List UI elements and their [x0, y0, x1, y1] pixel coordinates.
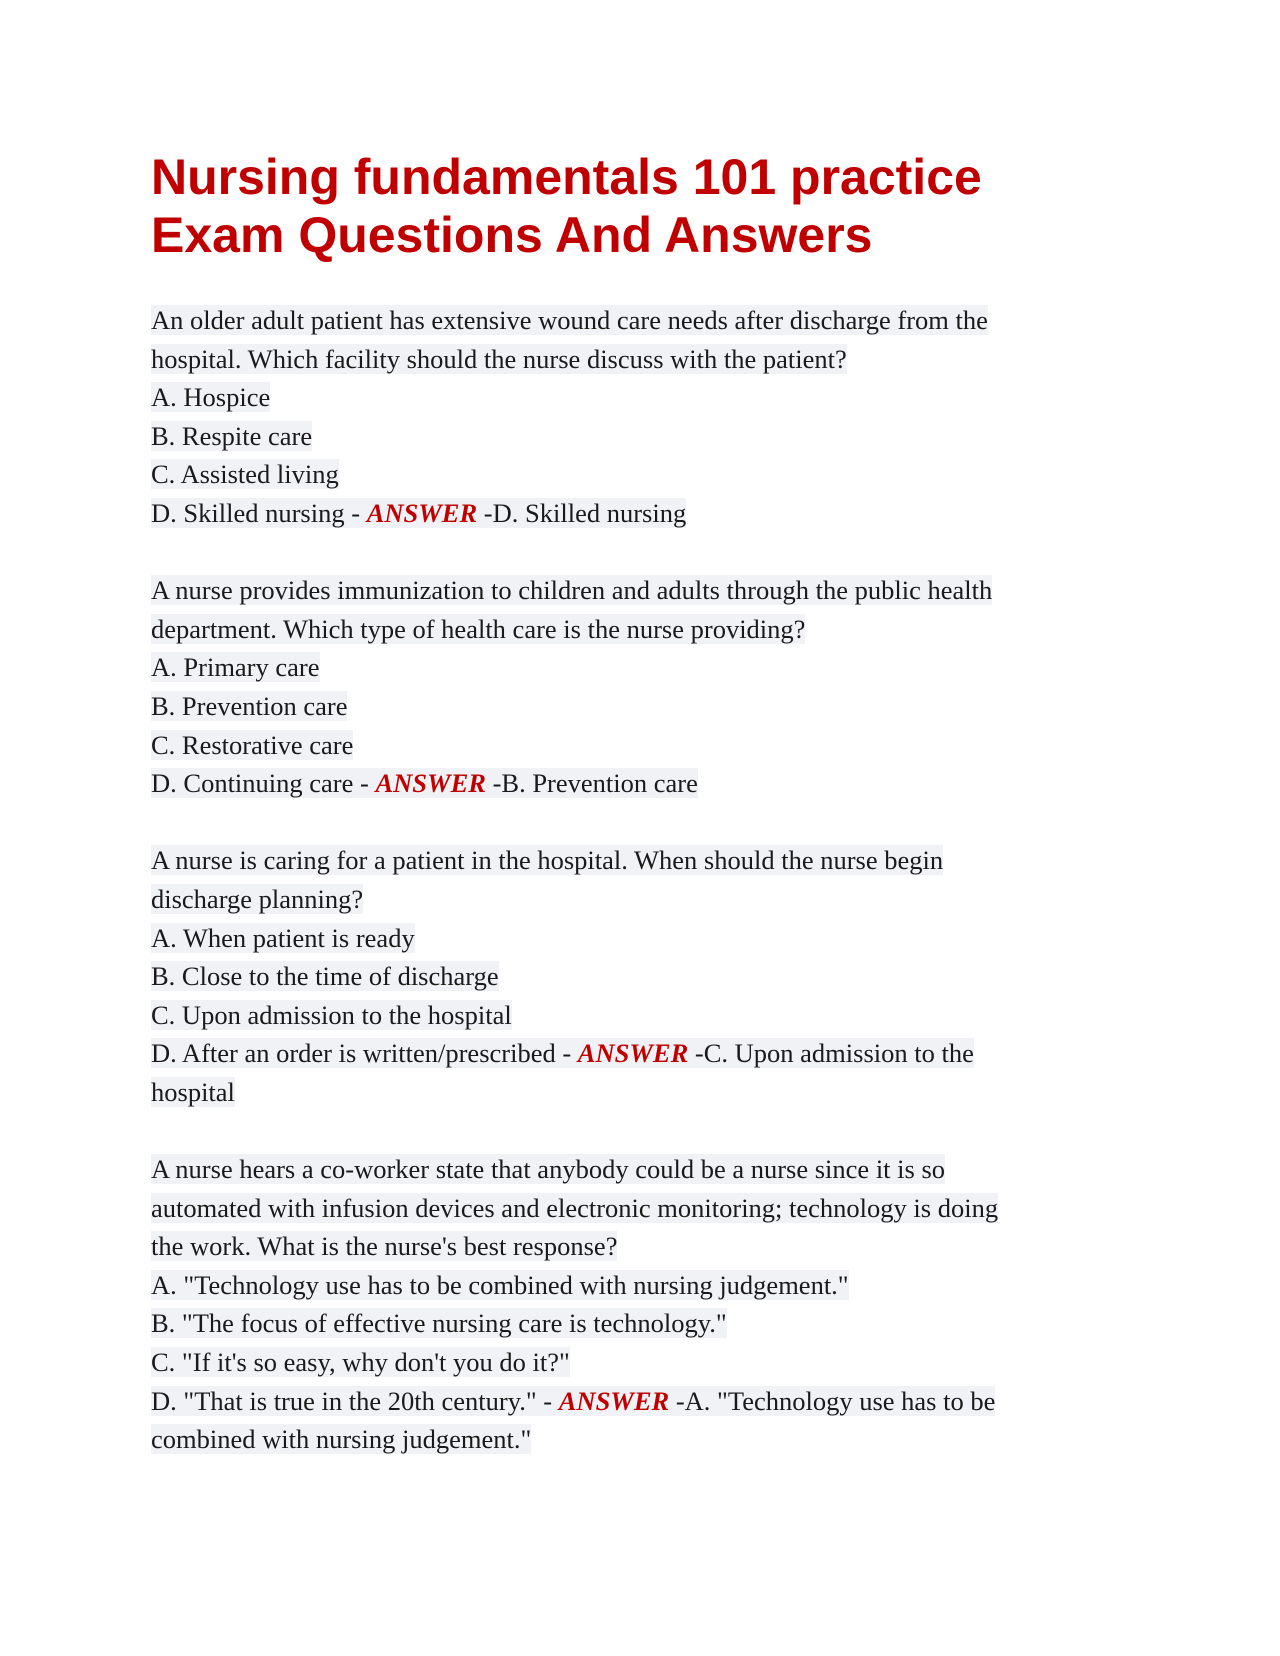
option-a: A. When patient is ready	[151, 922, 415, 953]
answer-label: ANSWER	[558, 1385, 670, 1416]
answer-label: ANSWER	[577, 1038, 689, 1069]
option-a: A. "Technology use has to be combined with nursing judgement."	[151, 1269, 849, 1300]
document-title	[151, 148, 1151, 264]
title-line-1: Nursing fundamentals 101 practice	[151, 149, 982, 205]
question-list	[151, 301, 1111, 1497]
option-d-with-answer	[151, 1386, 995, 1416]
question-1	[151, 301, 1111, 533]
option-b: B. Prevention care	[151, 690, 348, 721]
question-stem-line: A nurse provides immunization to children and adults through the public health	[151, 575, 993, 606]
question-stem-line: A nurse is caring for a patient in the hospital. When should the nurse begin	[151, 845, 944, 876]
option-c: C. "If it's so easy, why don't you do it?"	[151, 1347, 570, 1378]
question-stem-line: An older adult patient has extensive wound care needs after discharge from the	[151, 305, 988, 335]
answer-text: -B. Prevention care	[485, 768, 698, 799]
option-a: A. Hospice	[151, 382, 271, 413]
option-c: C. Restorative care	[151, 729, 354, 760]
option-d: D. Skilled nursing -	[151, 497, 367, 528]
option-d-with-answer	[151, 768, 698, 798]
option-d: D. Continuing care -	[151, 768, 376, 799]
option-b: B. Respite care	[151, 420, 313, 451]
answer-text-continued: hospital	[151, 1076, 235, 1107]
option-b: B. Close to the time of discharge	[151, 961, 499, 992]
question-2	[151, 571, 1111, 803]
question-4	[151, 1150, 1111, 1459]
answer-text-continued: combined with nursing judgement."	[151, 1424, 532, 1455]
title-line-2: Exam Questions And Answers	[151, 207, 873, 263]
answer-text: -C. Upon admission to the	[688, 1038, 974, 1069]
option-a: A. Primary care	[151, 652, 320, 683]
answer-label: ANSWER	[375, 768, 486, 799]
option-c: C. Upon admission to the hospital	[151, 999, 512, 1030]
question-stem-line: discharge planning?	[151, 883, 364, 914]
question-stem-line: A nurse hears a co-worker state that anybody could be a nurse since it is so	[151, 1154, 946, 1185]
question-stem-line: hospital. Which facility should the nurse discuss with the patient?	[151, 343, 847, 374]
answer-text: -D. Skilled nursing	[477, 497, 687, 528]
question-stem-line: the work. What is the nurse's best response?	[151, 1231, 618, 1262]
question-3	[151, 841, 1111, 1111]
option-d-with-answer	[151, 1038, 974, 1068]
question-stem-line: automated with infusion devices and electronic monitoring; technology is doing	[151, 1192, 999, 1223]
answer-text: -A. "Technology use has to be	[669, 1385, 996, 1416]
option-d: D. "That is true in the 20th century." -	[151, 1385, 559, 1416]
option-b: B. "The focus of effective nursing care is technology."	[151, 1308, 727, 1339]
answer-label: ANSWER	[366, 497, 478, 528]
question-stem-line: department. Which type of health care is the nurse providing?	[151, 613, 806, 644]
option-c: C. Assisted living	[151, 459, 339, 490]
option-d: D. After an order is written/prescribed -	[151, 1038, 578, 1069]
option-d-with-answer	[151, 498, 686, 528]
